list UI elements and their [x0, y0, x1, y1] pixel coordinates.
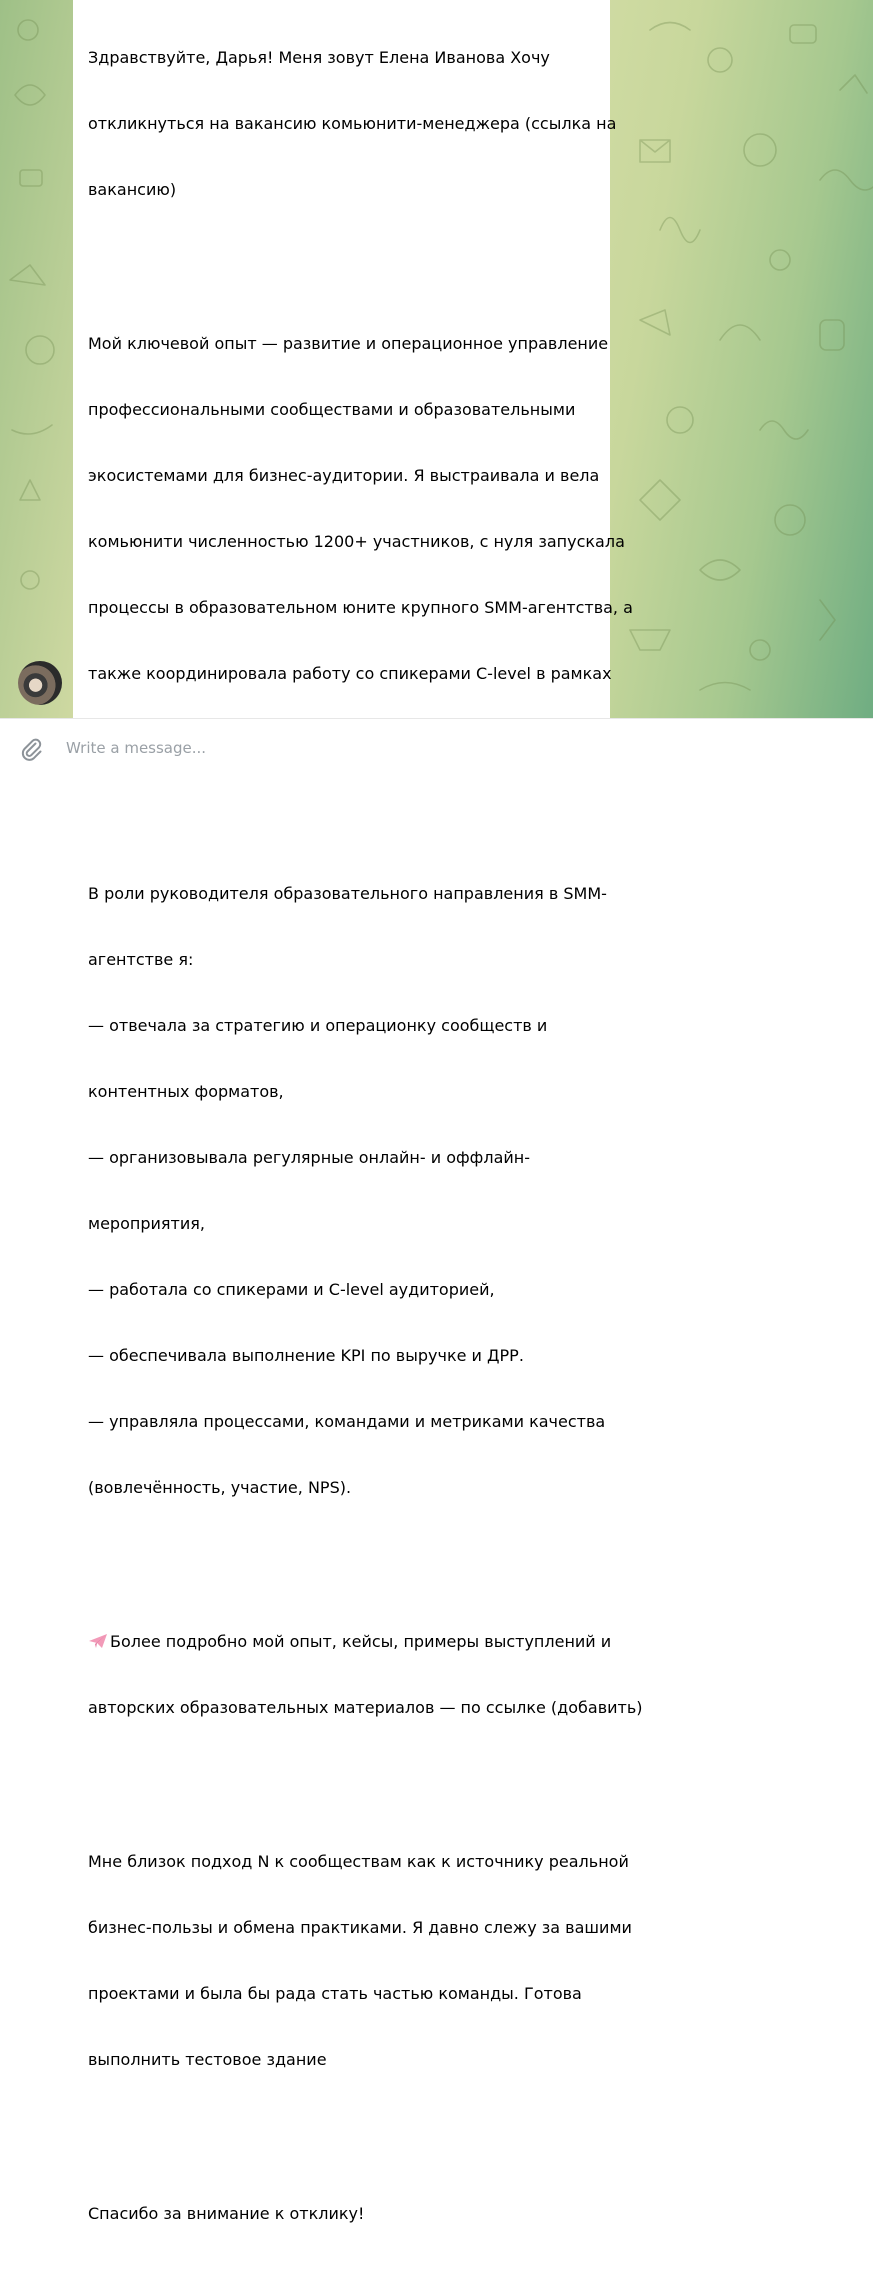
message-line: Мой ключевой опыт — развитие и операционное управление [88, 334, 609, 353]
message-text [88, 3, 643, 2269]
message-line: (вовлечённость, участие, NPS). [88, 1478, 352, 1497]
message-line: проектами и была бы рада стать частью команды. Готова [88, 1984, 582, 2003]
message-line-with-emoji [88, 1631, 612, 1653]
message-line: бизнес-пользы и обмена практиками. Я давно слежу за вашими [88, 1918, 632, 1937]
message-line: агентстве я: [88, 950, 194, 969]
message-line: — организовывала регулярные онлайн- и оффлайн- [88, 1148, 531, 1167]
message-line: — отвечала за стратегию и операционку сообществ и [88, 1016, 548, 1035]
paragraph-gap [88, 2115, 603, 2137]
message-input[interactable] [66, 732, 846, 764]
message-line: экосистемами для бизнес-аудитории. Я выстраивала и вела [88, 466, 600, 485]
message-line: — обеспечивала выполнение KPI по выручке и ДРР. [88, 1346, 524, 1365]
message-line: — управляла процессами, командами и метриками качества [88, 1412, 606, 1431]
message-line: В роли руководителя образовательного направления в SMM- [88, 884, 607, 903]
message-line: контентных форматов, [88, 1082, 284, 1101]
message-line: комьюнити численностью 1200+ участников, с нуля запускала [88, 532, 625, 551]
message-line: — работала со спикерами и C-level аудиторией, [88, 1280, 495, 1299]
paperclip-icon[interactable] [18, 735, 44, 761]
message-composer [0, 718, 873, 776]
sender-avatar[interactable] [18, 661, 62, 705]
message-line-text: Более подробно мой опыт, кейсы, примеры выступлений и [110, 1632, 612, 1651]
message-line: профессиональными сообществами и образовательными [88, 400, 576, 419]
paragraph-gap [88, 1763, 603, 1785]
message-line: мероприятия, [88, 1214, 205, 1233]
message-line: выполнить тестовое здание [88, 2050, 327, 2069]
message-line: вакансию) [88, 180, 177, 199]
message-line: откликнуться на вакансию комьюнити-менеджера (ссылка на [88, 114, 617, 133]
message-line: авторских образовательных материалов — по ссылке (добавить) [88, 1698, 643, 1717]
message-line: Спасибо за внимание к отклику! [88, 2204, 365, 2223]
paragraph-gap [88, 795, 603, 817]
paragraph-gap [88, 1543, 603, 1565]
paper-plane-emoji-icon [88, 1633, 108, 1649]
message-bubble [73, 0, 643, 2223]
message-line: Мне близок подход N к сообществам как к источнику реальной [88, 1852, 629, 1871]
message-line: процессы в образовательном юните крупного SMM-агентства, а [88, 598, 633, 617]
paragraph-gap [88, 245, 603, 267]
message-line: Здравствуйте, Дарья! Меня зовут Елена Иванова Хочу [88, 48, 550, 67]
message-line: также координировала работу со спикерами C-level в рамках [88, 664, 612, 683]
